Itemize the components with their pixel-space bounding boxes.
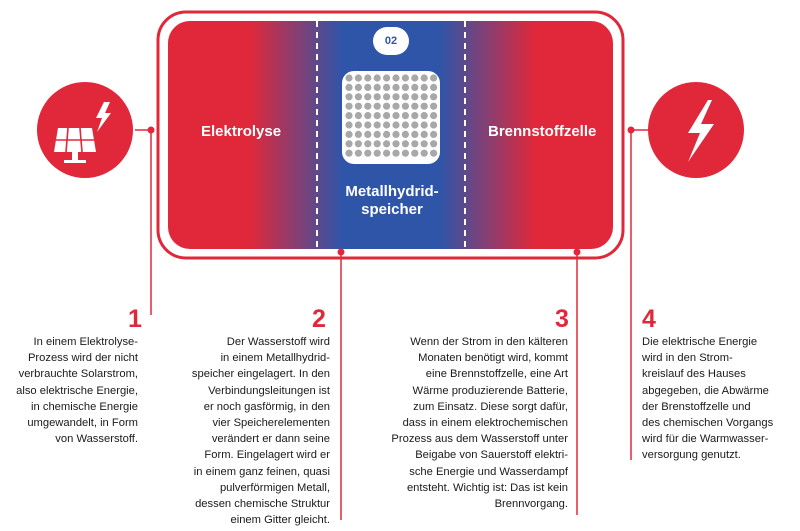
step-4-line: versorgung genutzt. (642, 449, 741, 462)
step-2-text (168, 334, 330, 528)
step-2-number: 2 (312, 305, 326, 333)
grid-dot (374, 93, 381, 100)
grid-dot (355, 131, 362, 138)
step-2-line: in einem Metallhydrid- (220, 352, 330, 365)
step-2-line: dessen chemische Struktur (195, 498, 330, 511)
step-3-line: eine Brennstoffzelle, eine Art (425, 368, 568, 381)
grid-dot (430, 103, 437, 110)
grid-dot (345, 140, 352, 147)
grid-dot (411, 93, 418, 100)
step-2-line: vier Speicherelementen (212, 417, 330, 430)
step-4-text (642, 334, 797, 464)
label-metallhydridspeicher-line1: Metallhydrid- (345, 183, 439, 200)
grid-dot (421, 140, 428, 147)
grid-dot (345, 131, 352, 138)
grid-dot (402, 74, 409, 81)
step-1-line: von Wasserstoff. (55, 433, 138, 446)
grid-dot (364, 103, 371, 110)
grid-dot (345, 103, 352, 110)
grid-dot (392, 93, 399, 100)
connector-3 (574, 249, 581, 516)
step-4-line: der Brenstoffzelle und (642, 400, 751, 413)
grid-dot (345, 93, 352, 100)
grid-dot (411, 140, 418, 147)
grid-dot (411, 84, 418, 91)
step-2-line: verändert er dann seine (211, 433, 330, 446)
step-1-line: Prozess wird der nicht (27, 352, 138, 365)
connector-1 (135, 127, 155, 316)
grid-dot (345, 112, 352, 119)
grid-dot (430, 112, 437, 119)
step-3-line: zum Einsatz. Diese sorgt dafür, (413, 400, 568, 413)
step-3-line: Brennvorgang. (494, 498, 568, 511)
step-1-line: umgewandelt, in Form (27, 417, 138, 430)
step-4-line: kreislauf des Hauses (642, 368, 746, 381)
grid-dot (421, 84, 428, 91)
grid-dot (374, 103, 381, 110)
step-4-line: des chemischen Vorgangs (642, 417, 774, 430)
grid-dot (402, 150, 409, 157)
step-3-line: Beigabe von Sauerstoff elektri- (415, 449, 568, 462)
grid-dot (430, 74, 437, 81)
grid-dot (430, 93, 437, 100)
grid-dot (374, 131, 381, 138)
grid-dot (421, 150, 428, 157)
step-3-line: Prozess aus dem Wasserstoff unter (391, 433, 568, 446)
grid-dot (402, 112, 409, 119)
step-1-line: also elektrische Energie, (16, 384, 138, 397)
grid-dot (430, 131, 437, 138)
grid-dot (392, 84, 399, 91)
grid-dot (364, 112, 371, 119)
grid-dot (374, 84, 381, 91)
step-4-number: 4 (642, 305, 656, 333)
step-4-line: wird für die Warmwasser- (642, 433, 769, 446)
grid-dot (364, 74, 371, 81)
grid-dot (383, 131, 390, 138)
step-3-text (370, 334, 568, 512)
grid-dot (355, 150, 362, 157)
grid-dot (355, 121, 362, 128)
step-2-line: Der Wasserstoff wird (226, 336, 330, 348)
grid-dot (430, 150, 437, 157)
step-3-line: Wenn der Strom in den kälteren (410, 336, 568, 348)
step-3-line: Wärme produzierende Batterie, (412, 384, 568, 397)
grid-dot (355, 103, 362, 110)
label-brennstoffzelle: Brennstoffzelle (488, 123, 597, 140)
step-3-line: sche Energie und Wasserdampf (409, 465, 568, 478)
grid-dot (430, 140, 437, 147)
grid-dot (392, 150, 399, 157)
step-2-line: pulverförmigen Metall, (219, 481, 330, 494)
grid-dot (430, 121, 437, 128)
grid-dot (383, 140, 390, 147)
grid-dot (383, 74, 390, 81)
connector-2 (338, 249, 345, 521)
grid-dot (421, 74, 428, 81)
grid-dot (411, 131, 418, 138)
grid-dot (421, 93, 428, 100)
grid-dot (374, 140, 381, 147)
step-1-number: 1 (128, 305, 142, 333)
grid-dot (383, 93, 390, 100)
solar-panel-lightning-icon (37, 82, 133, 178)
grid-dot (411, 74, 418, 81)
step-3-line: dass in einem elektrochemischen (402, 417, 568, 430)
grid-dot (345, 74, 352, 81)
lightning-bolt-icon (648, 82, 744, 178)
label-metallhydridspeicher-line2: speicher (361, 201, 423, 218)
grid-dot (364, 150, 371, 157)
grid-dot (364, 84, 371, 91)
grid-dot (411, 150, 418, 157)
grid-dot (402, 84, 409, 91)
step-4-line: Die elektrische Energie (642, 336, 758, 348)
grid-dot (364, 131, 371, 138)
grid-dot (421, 103, 428, 110)
step-1-text (0, 334, 138, 447)
metal-grid-icon (342, 71, 440, 164)
grid-dot (411, 121, 418, 128)
grid-dot (421, 131, 428, 138)
step-2-line: Form. Eingelagert wird er (204, 449, 330, 462)
grid-dot (383, 150, 390, 157)
step-4-line: wird in den Strom- (642, 352, 733, 365)
grid-dot (355, 74, 362, 81)
grid-dot (383, 103, 390, 110)
grid-dot (392, 131, 399, 138)
step-2-line: speicher eingelagert. In den (191, 368, 330, 381)
step-1-line: in chemische Energie (31, 400, 138, 413)
step-4-line: abgegeben, die Abwärme (642, 384, 769, 397)
grid-dot (355, 93, 362, 100)
step-3-line: Monaten benötigt wird, kommt (418, 352, 568, 365)
grid-dot (411, 103, 418, 110)
grid-dot (392, 121, 399, 128)
grid-dot (392, 103, 399, 110)
step-3-line: entsteht. Wichtig ist: Das ist kein (406, 481, 568, 494)
label-elektrolyse: Elektrolyse (201, 123, 282, 140)
grid-dot (374, 150, 381, 157)
stage-badge: 02 (373, 27, 409, 55)
grid-dot (402, 103, 409, 110)
grid-dot (374, 112, 381, 119)
grid-dot (402, 131, 409, 138)
step-2-line: in einem ganz feinen, quasi (193, 465, 330, 478)
grid-dot (345, 84, 352, 91)
grid-dot (392, 74, 399, 81)
grid-dot (430, 84, 437, 91)
grid-dot (383, 121, 390, 128)
grid-dot (402, 121, 409, 128)
grid-dot (364, 93, 371, 100)
grid-dot (345, 150, 352, 157)
step-2-line: einem Gitter gleicht. (230, 514, 330, 527)
step-1-line: In einem Elektrolyse- (33, 336, 138, 348)
grid-dot (374, 121, 381, 128)
grid-dot (402, 140, 409, 147)
grid-dot (392, 112, 399, 119)
step-1-line: verbrauchte Solarstrom, (18, 368, 138, 381)
grid-dot (411, 112, 418, 119)
grid-dot (355, 84, 362, 91)
step-2-line: er noch gasförmig, in den (203, 400, 330, 413)
grid-dot (355, 140, 362, 147)
step-2-line: Verbindungsleitungen ist (208, 384, 330, 397)
grid-dot (383, 84, 390, 91)
grid-dot (364, 140, 371, 147)
grid-dot (421, 112, 428, 119)
grid-dot (402, 93, 409, 100)
grid-dot (345, 121, 352, 128)
grid-dot (383, 112, 390, 119)
grid-dot (364, 121, 371, 128)
grid-dot (392, 140, 399, 147)
step-3-number: 3 (555, 305, 569, 333)
grid-dot (421, 121, 428, 128)
grid-dot (374, 74, 381, 81)
grid-dot (355, 112, 362, 119)
